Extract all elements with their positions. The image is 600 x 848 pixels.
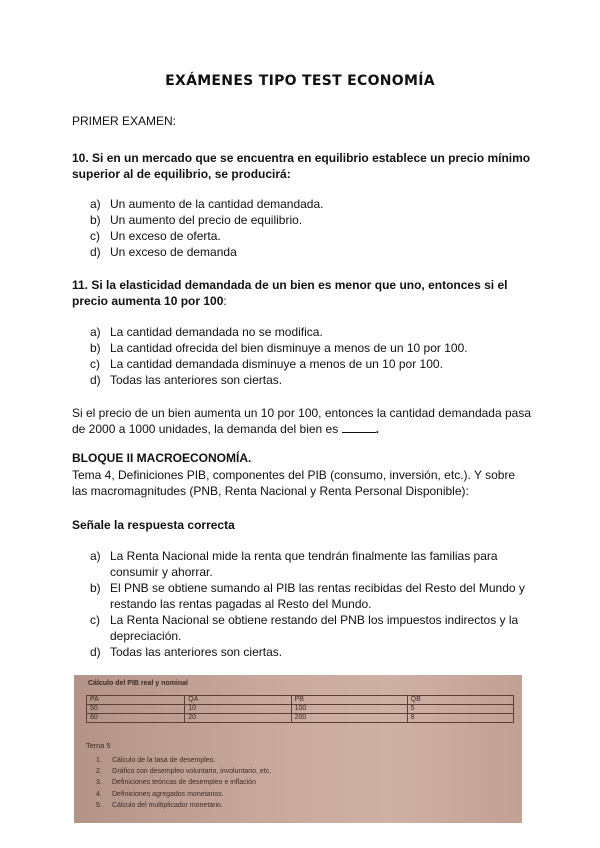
photo-caption: Cálculo del PIB real y nominal xyxy=(88,680,188,687)
table-header: QB xyxy=(407,696,513,705)
table-header-row xyxy=(87,696,514,705)
pib-table xyxy=(86,695,514,723)
table-row xyxy=(87,714,514,723)
block-2-description: Tema 4, Definiciones PIB, componentes del PIB (consumo, inversión, etc.). Y sobre las macromagnitudes (PNB, Renta Nacional y Renta Personal Disponible): xyxy=(72,468,516,498)
list-item: 5. Cálculo del multiplicador monetario. xyxy=(96,801,223,809)
option-item: b) El PNB se obtiene sumando al PIB las rentas recibidas del Resto del Mundo y restando las rentas pagadas al Resto del Mundo. xyxy=(90,581,525,611)
table-header: QA xyxy=(185,696,291,705)
table-header: PB xyxy=(291,696,407,705)
table-row xyxy=(87,705,514,714)
question-10-options xyxy=(90,196,530,260)
table-cell: 50 xyxy=(87,705,185,714)
option-item: c) Un exceso de oferta. xyxy=(90,229,221,243)
exam-label: PRIMER EXAMEN: xyxy=(72,114,177,128)
photographed-notes xyxy=(74,675,522,823)
table-header: PA xyxy=(87,696,185,705)
table-cell: 20 xyxy=(185,714,291,723)
option-item: a) La cantidad demandada no se modifica. xyxy=(90,325,323,339)
option-item: c) La Renta Nacional se obtiene restando del PNB los impuestos indirectos y la depreciación. xyxy=(90,613,519,643)
list-item: 3. Definiciones teóricas de desempleo e inflación xyxy=(96,779,256,787)
fill-in-statement: Si el precio de un bien aumenta un 10 por 100, entonces la cantidad demandada pasa de 2000 a 1000 unidades, la demanda del bien es . xyxy=(72,406,531,436)
list-item: 1. Cálculo de la tasa de desempleo. xyxy=(96,757,216,764)
blank-line xyxy=(342,421,376,433)
option-item: a) Un aumento de la cantidad demandada. xyxy=(90,197,324,211)
list-item: 4. Definiciones agregados monetarios. xyxy=(96,790,224,798)
table-cell: 100 xyxy=(291,705,407,714)
list-item: 2. Gráfico con desempleo voluntario, involuntario, etc. xyxy=(96,768,272,776)
option-item: d) Un exceso de demanda xyxy=(90,245,237,259)
question-11-options xyxy=(90,324,530,388)
document-title: EXÁMENES TIPO TEST ECONOMÍA xyxy=(165,73,435,89)
block-2-options xyxy=(90,548,530,660)
question-10: 10. Si en un mercado que se encuentra en equilibrio establece un precio mínimo superior al de equilibrio, se producirá: xyxy=(72,151,531,181)
option-item: a) La Renta Nacional mide la renta que tendrán finalmente las familias para consumir y ahorrar. xyxy=(90,549,498,579)
table-cell: 60 xyxy=(87,714,185,723)
table-cell: 5 xyxy=(407,705,513,714)
tema-5-list xyxy=(96,755,271,811)
tema-5-title: Tema 5 xyxy=(86,741,111,750)
option-item: d) Todas las anteriores son ciertas. xyxy=(90,645,283,659)
table-cell: 8 xyxy=(407,714,513,723)
question-11: 11. Si la elasticidad demandada de un bien es menor que uno, entonces si el precio aumenta 10 por 100: xyxy=(72,278,508,308)
option-item: b) La cantidad ofrecida del bien disminuye a menos de un 10 por 100. xyxy=(90,341,468,355)
option-item: d) Todas las anteriores son ciertas. xyxy=(90,373,283,387)
table-cell: 200 xyxy=(291,714,407,723)
table-cell: 10 xyxy=(185,705,291,714)
block-2-instruction: Señale la respuesta correcta xyxy=(72,518,235,532)
option-item: b) Un aumento del precio de equilibrio. xyxy=(90,213,303,227)
block-2-title: BLOQUE II MACROECONOMÍA. xyxy=(72,451,252,465)
option-item: c) La cantidad demandada disminuye a menos de un 10 por 100. xyxy=(90,357,443,371)
